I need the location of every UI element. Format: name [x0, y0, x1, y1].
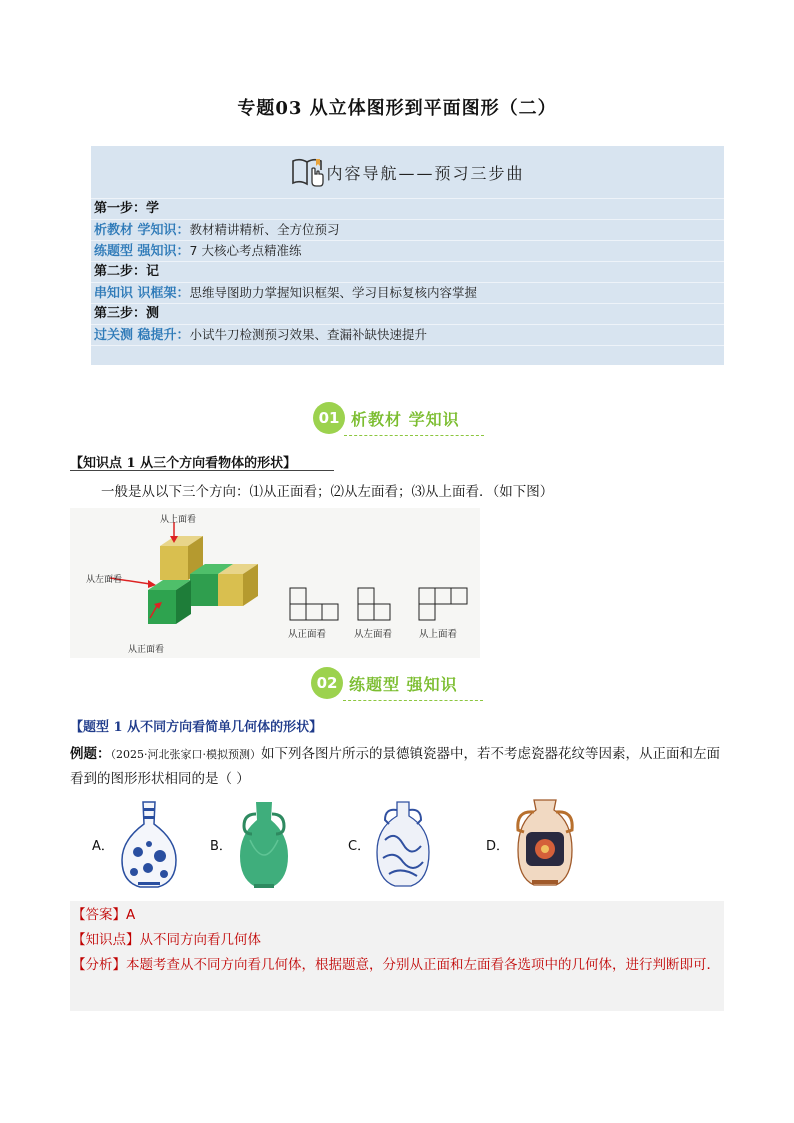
nav-item-practice: 练题型 强知识：7 大核心考点精准练 — [94, 243, 302, 259]
option-a-label: A． — [92, 839, 114, 854]
vase-a-image — [118, 800, 180, 890]
section-number: 01 — [313, 402, 345, 434]
section-header-01 — [313, 402, 460, 434]
nav-header-text: 内容导航——预习三步曲 — [326, 163, 525, 183]
divider — [70, 470, 334, 471]
nav-header — [91, 146, 724, 198]
option-c-label: C． — [348, 839, 371, 854]
document-title: 专题03 从立体图形到平面图形（二） — [237, 98, 557, 119]
example-question — [70, 742, 730, 791]
vase-b-image — [232, 800, 296, 890]
nav-item-framework: 串知识 识框架：思维导图助力掌握知识框架、学习目标复核内容掌握 — [94, 285, 478, 301]
nav-item-study: 析教材 学知识：教材精讲精析、全方位预习 — [94, 222, 340, 238]
option-d-label: D． — [486, 839, 510, 854]
label-left-view-arrow: 从左面看 — [86, 575, 123, 585]
knowledge-point-title: 【知识点 1 从三个方向看物体的形状】 — [70, 456, 297, 471]
vase-d-image — [512, 798, 578, 888]
nav-step-2: 第二步：记 — [94, 264, 160, 279]
answer-row: 【答案】A — [72, 907, 136, 923]
section-header-02 — [311, 667, 458, 699]
analysis-row: 【分析】本题考查从不同方向看几何体，根据题意，分别从正面和左面看各选项中的几何体，进行判断即可． — [72, 957, 720, 973]
section-underline — [344, 435, 484, 436]
content-navigation-box — [91, 146, 724, 365]
label-front-view-arrow: 从正面看 — [128, 645, 165, 655]
example-text: 如下列各图片所示的景德镇瓷器中，若不考虑瓷器花纹等因素，从正面和左面看到的图形形状相同的是（ ） — [70, 746, 720, 787]
view-caption-front: 从正面看 — [288, 629, 327, 640]
knowledge-point-text: 一般是从以下三个方向：⑴从正面看；⑵从左面看；⑶从上面看．（如下图） — [101, 484, 554, 500]
section-underline — [343, 700, 483, 701]
example-label: 例题： — [70, 746, 111, 762]
book-pointer-icon — [290, 155, 326, 189]
section-title: 练题型 强知识 — [349, 674, 458, 694]
nav-step-3: 第三步：测 — [94, 306, 160, 321]
question-type-title: 【题型 1 从不同方向看简单几何体的形状】 — [70, 720, 323, 735]
vase-c-image — [373, 800, 433, 888]
three-views-figure — [70, 508, 480, 658]
nav-item-test: 过关测 稳提升：小试牛刀检测预习效果、查漏补缺快速提升 — [94, 327, 428, 343]
example-source: （2025·河北张家口·模拟预测） — [110, 748, 261, 761]
label-top-view-arrow: 从上面看 — [160, 515, 197, 525]
knowledge-point-row: 【知识点】从不同方向看几何体 — [72, 932, 261, 948]
option-b-label: B． — [210, 839, 232, 854]
view-caption-top: 从上面看 — [419, 629, 458, 640]
answer-box — [70, 901, 724, 1011]
section-number: 02 — [311, 667, 343, 699]
section-title: 析教材 学知识 — [351, 409, 460, 429]
view-caption-left: 从左面看 — [354, 629, 393, 640]
nav-step-1: 第一步：学 — [94, 201, 160, 216]
